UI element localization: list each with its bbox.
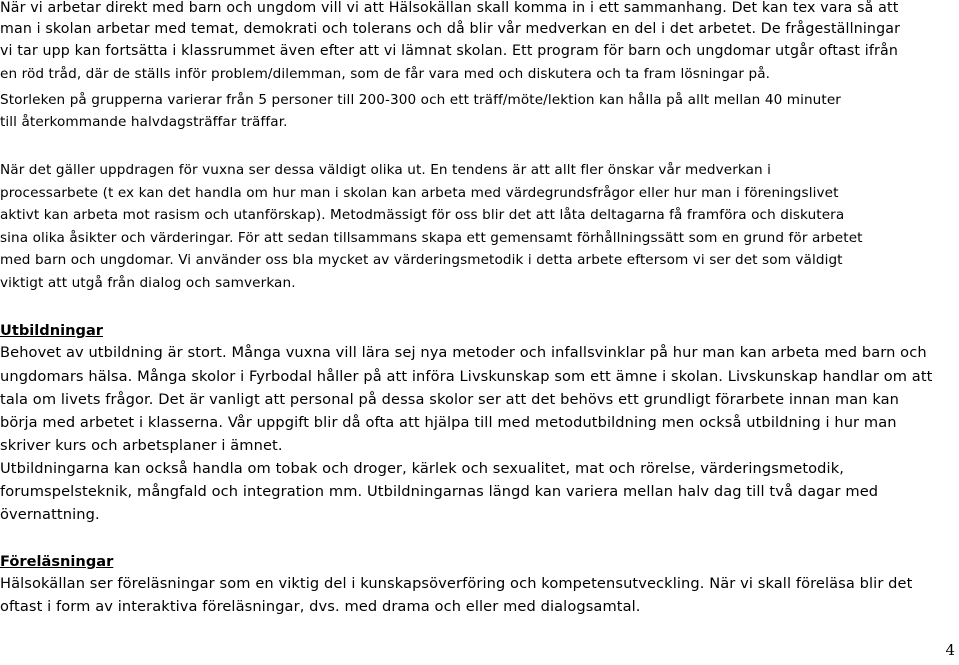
- utbildningar-line-6: Utbildningarna kan också handla om tobak och droger, kärlek och sexualitet, mat och rörelse, värderingsmetodik,: [0, 460, 844, 477]
- adult-line-1: När det gäller uppdragen för vuxna ser dessa väldigt olika ut. En tendens är att allt fler önskar vår medverkan i: [0, 162, 772, 178]
- intro-line-5: Storleken på grupperna varierar från 5 personer till 200-300 och ett träff/möte/lektion kan hålla på allt mellan 40 minuter: [0, 92, 841, 108]
- utbildningar-line-1: Behovet av utbildning är stort. Många vuxna vill lära sej nya metoder och infallsvinklar på hur man kan arbeta med barn och: [0, 344, 927, 361]
- intro-line-2: man i skolan arbetar med temat, demokrati och tolerans och då blir vår medverkan en del i det arbetet. De frågeställningar: [0, 21, 901, 37]
- utbildningar-line-4: börja med arbetet i klasserna. Vår uppgift blir då ofta att hjälpa till med metodutbildning men också utbildning i hur man: [0, 414, 897, 431]
- adult-line-6: viktigt att utgå från dialog och samverkan.: [0, 275, 296, 291]
- utbildningar-line-5: skriver kurs och arbetsplaner i ämnet.: [0, 437, 283, 454]
- adult-line-3: aktivt kan arbeta mot rasism och utanförskap). Metodmässigt för oss blir det att låta deltagarna få framföra och diskutera: [0, 207, 845, 223]
- utbildningar-line-2: ungdomars hälsa. Många skolor i Fyrbodal håller på att införa Livskunskap som ett ämne i skolan. Livskunskap handlar om att: [0, 368, 933, 385]
- section-heading-utbildningar: Utbildningar: [0, 322, 103, 339]
- utbildningar-line-7: forumspelsteknik, mångfald och integration mm. Utbildningarnas längd kan variera mellan halv dag till två dagar med: [0, 483, 879, 500]
- forelasningar-line-1: Hälsokällan ser föreläsningar som en viktig del i kunskapsöverföring och kompetensutveckling. När vi skall föreläsa blir det: [0, 575, 913, 592]
- intro-line-3: vi tar upp kan fortsätta i klassrummet även efter att vi lämnat skolan. Ett program för barn och ungdomar utgår oftast ifrån: [0, 43, 898, 59]
- adult-line-2: processarbete (t ex kan det handla om hur man i skolan kan arbeta med värdegrundsfrågor eller hur man i föreningslivet: [0, 185, 839, 201]
- intro-line-4: en röd tråd, där de ställs inför problem/dilemman, som de får vara med och diskutera och ta fram lösningar på.: [0, 66, 771, 82]
- page-number: 4: [945, 641, 955, 659]
- section-heading-forelasningar: Föreläsningar: [0, 553, 114, 570]
- adult-line-5: med barn och ungdomar. Vi använder oss bla mycket av värderingsmetodik i detta arbete eftersom vi ser det som väldigt: [0, 252, 843, 268]
- adult-line-4: sina olika åsikter och värderingar. För att sedan tillsammans skapa ett gemensamt förhållningssätt som en grund för arbetet: [0, 230, 863, 246]
- intro-line-1: När vi arbetar direkt med barn och ungdom vill vi att Hälsokällan skall komma in i ett sammanhang. Det kan tex vara så att: [0, 0, 899, 16]
- forelasningar-line-2: oftast i form av interaktiva föreläsningar, dvs. med drama och eller med dialogsamtal.: [0, 598, 641, 615]
- utbildningar-line-3: tala om livets frågor. Det är vanligt att personal på dessa skolor ser att det behövs ett grundligt förarbete innan man kan: [0, 391, 900, 408]
- utbildningar-line-8: övernattning.: [0, 506, 100, 523]
- intro-line-6: till återkommande halvdagsträffar träffar.: [0, 114, 288, 130]
